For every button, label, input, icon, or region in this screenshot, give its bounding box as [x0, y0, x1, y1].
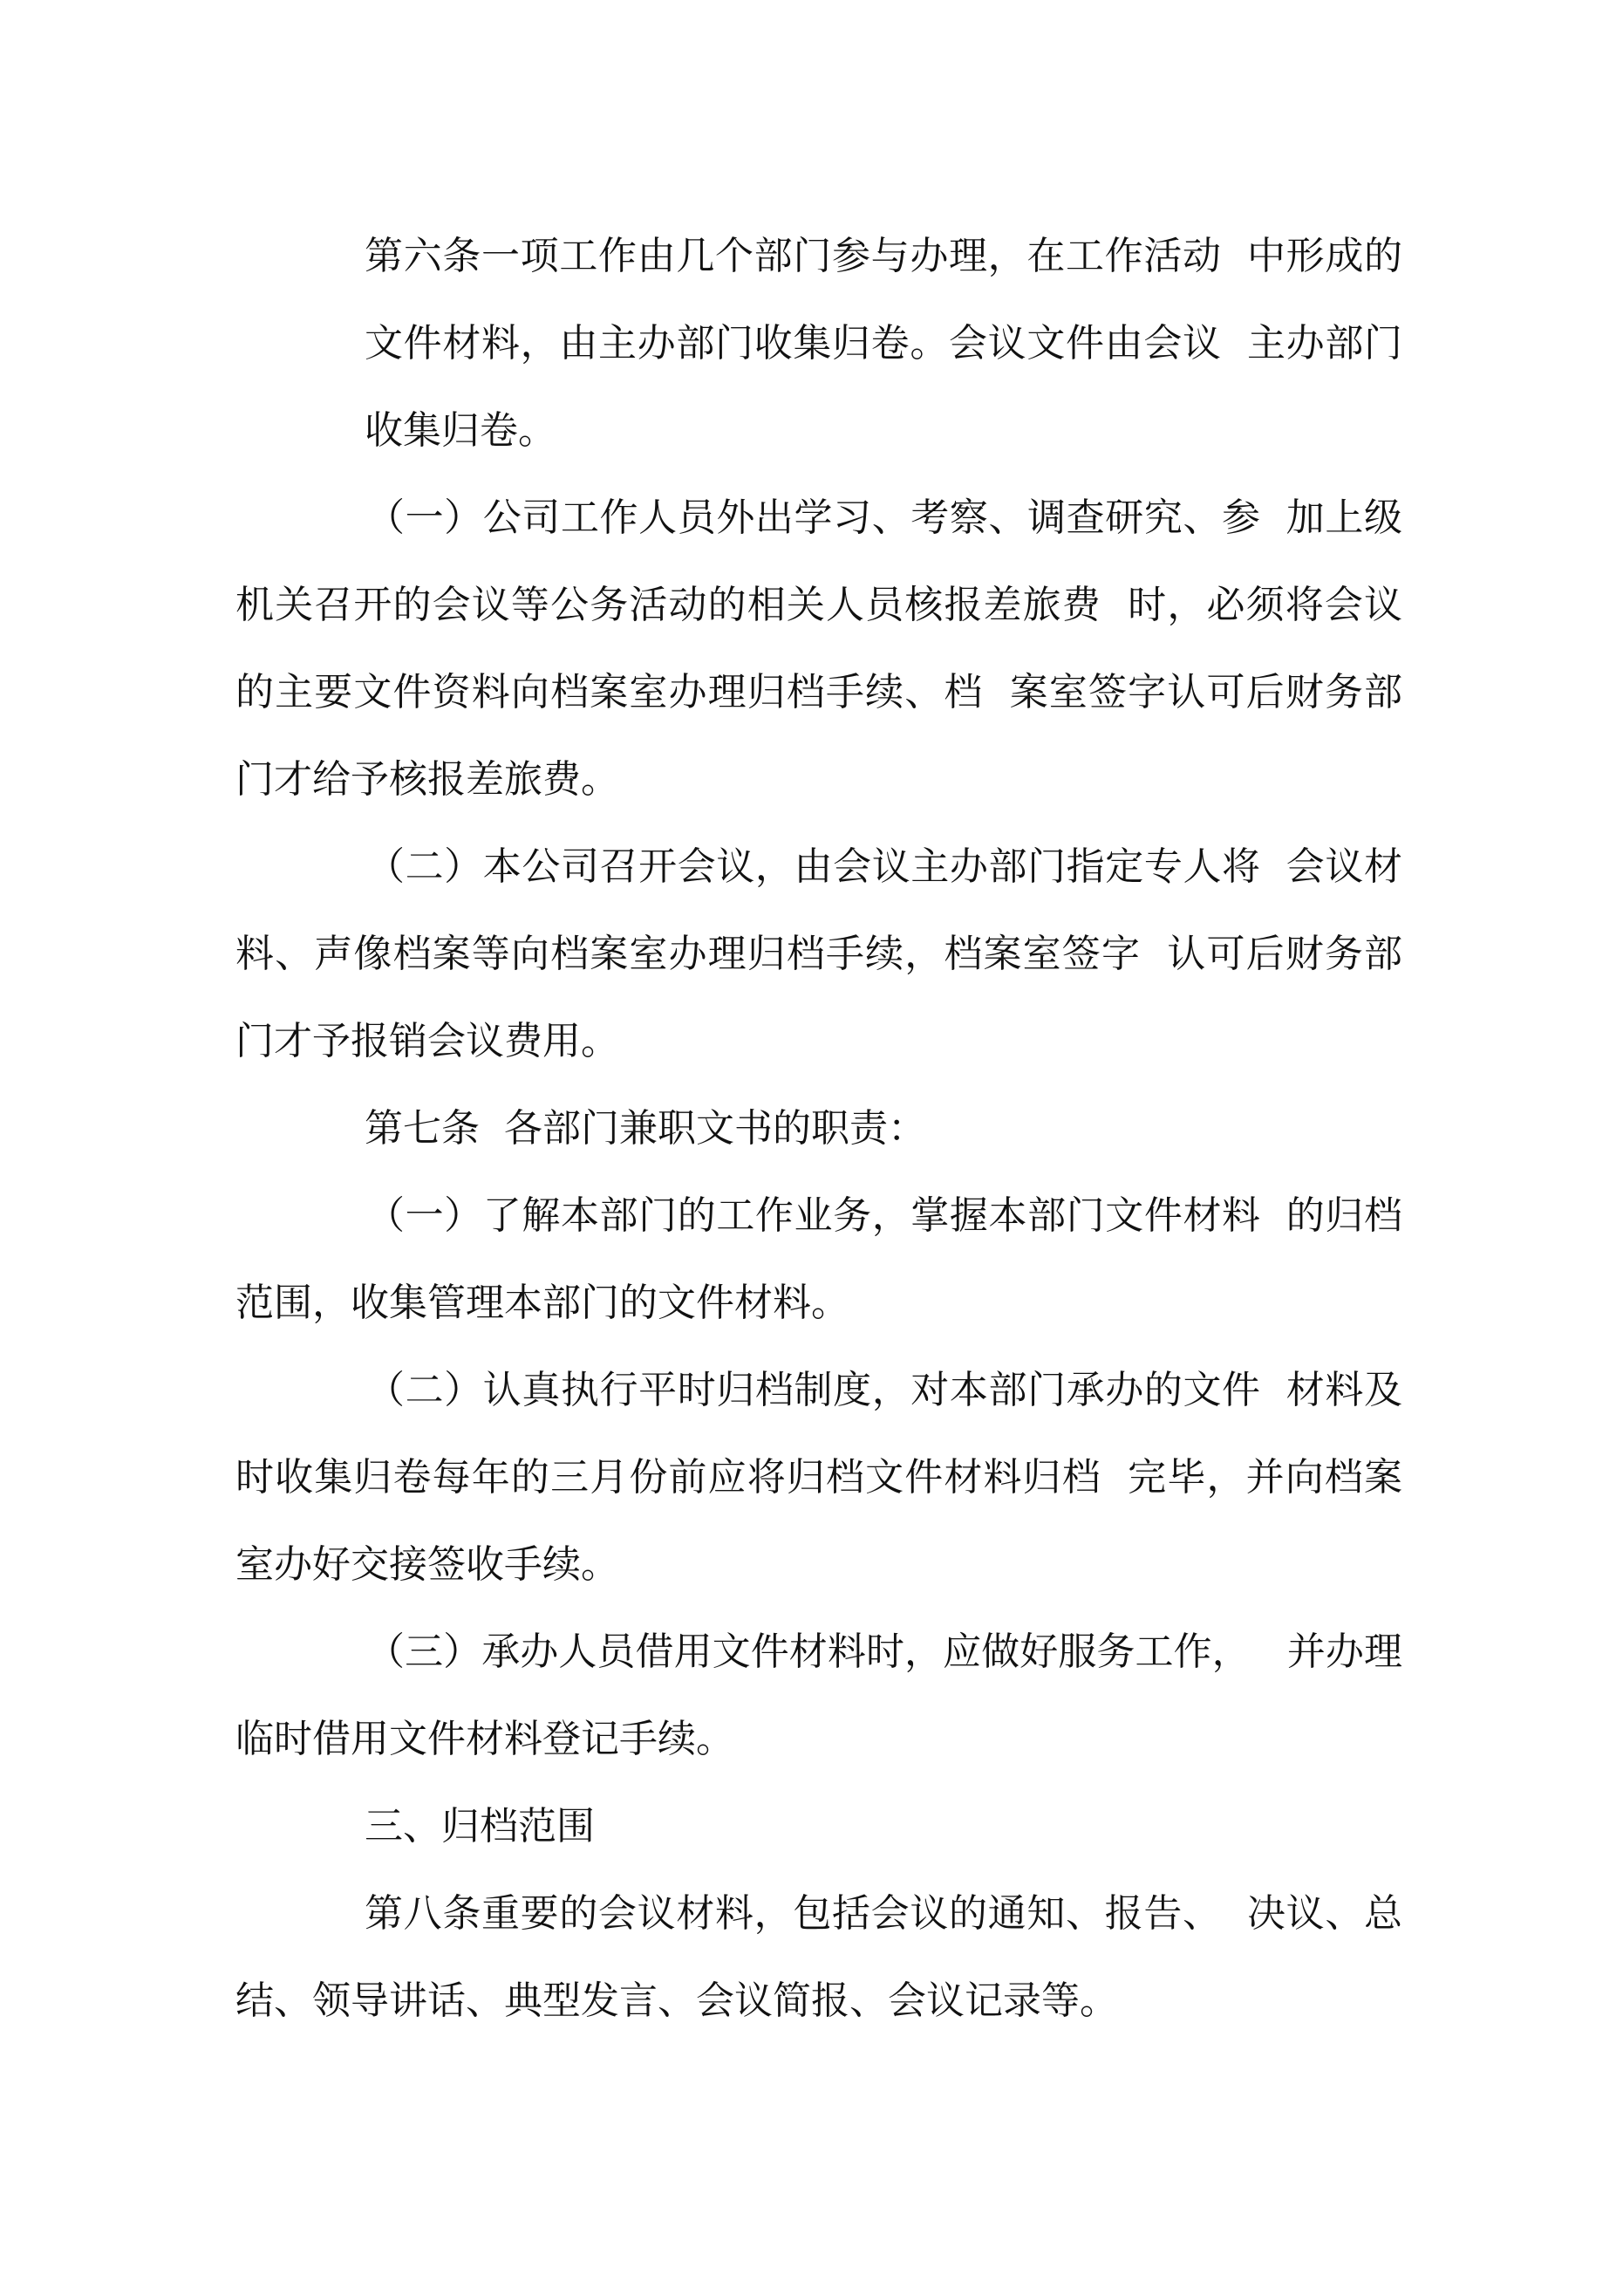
text-line: 第六条一项工作由几个部门参与办理，在工作活动 中形成的 — [365, 234, 1402, 278]
text-line: 范围，收集管理本部门的文件材料。 — [235, 1281, 849, 1325]
text-line: 室办好交接签收手续。 — [235, 1542, 619, 1587]
text-line: 时收集归卷每年的三月份前应将归档文件材料归档 完毕，并向档案 — [235, 1455, 1402, 1500]
text-line: 收集归卷。 — [365, 408, 556, 453]
section-heading: 三、归档范围 — [365, 1804, 595, 1848]
text-line: 结、领导讲话、典型发言、会议简报、会议记录等。 — [235, 1978, 1118, 2023]
text-line: （一）了解本部门的工作业务，掌握本部门文件材料 的归档 — [366, 1193, 1402, 1238]
text-line: （二）认真执行平时归档制度，对本部门承办的文件 材料及 — [366, 1368, 1402, 1412]
text-line: 料、声像档案等向档案室办理归档手续，档案室签字 认可后财务部 — [235, 932, 1402, 976]
text-line: 临时借用文件材料登记手续。 — [235, 1717, 734, 1761]
text-line: 门才予报销会议费用。 — [235, 1019, 619, 1063]
text-line: （二）本公司召开会议，由会议主办部门指定专人将 会议材 — [366, 844, 1402, 889]
text-line: 第八条重要的会议材料，包括会议的通知、报告、 决议、总 — [365, 1891, 1402, 1936]
text-line: 门才给予核报差旅费。 — [235, 757, 619, 802]
text-line: 机关召开的会议等公务活动的相关人员核报差旅费 时，必须将会议 — [235, 583, 1402, 627]
text-line: （一）公司工作人员外出学习、考察、调查研究、参 加上级 — [366, 495, 1402, 540]
text-line: 的主要文件资料向档案室办理归档手续、档 案室签字认可后财务部 — [235, 670, 1402, 714]
section-heading: 第七条 各部门兼职文书的职责： — [365, 1106, 926, 1151]
text-line: 文件材料，由主办部门收集归卷。会议文件由会议 主办部门 — [365, 321, 1402, 366]
text-line: （三）承办人员借用文件材料时，应做好服务工作， 并办理 — [366, 1630, 1402, 1674]
